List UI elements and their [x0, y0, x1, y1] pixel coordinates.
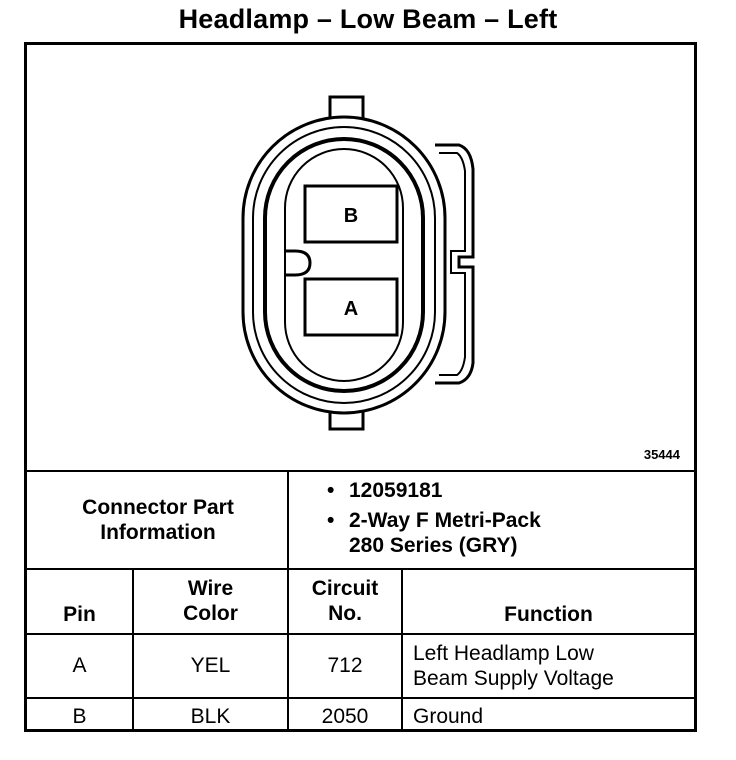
page-title: Headlamp – Low Beam – Left: [178, 4, 558, 34]
figure-number: 35444: [643, 447, 680, 462]
row-a-circuit: 712: [327, 654, 363, 677]
connector-info-list: [323, 478, 683, 558]
connector-sheet: [24, 42, 697, 732]
row-a-pin: A: [72, 654, 87, 677]
divider-info: [27, 568, 694, 570]
connector-info-label: Connector Part Information: [82, 496, 234, 544]
divider-diagram: [27, 470, 694, 472]
divider-header: [27, 633, 694, 635]
header-circuit-no: Circuit No.: [311, 577, 379, 625]
divider-col-circuit: [401, 568, 403, 732]
divider-row-a: [27, 697, 694, 699]
pin-label-a: A: [343, 298, 359, 320]
row-b-function: Ground: [413, 705, 484, 728]
row-b-wire-color: BLK: [190, 705, 231, 728]
connector-part-number: • 12059181: [327, 479, 443, 502]
header-pin: Pin: [63, 603, 96, 626]
row-b-circuit: 2050: [321, 705, 369, 728]
connector-face-diagram: [27, 45, 694, 470]
header-function: Function: [504, 603, 593, 626]
row-a-wire-color: YEL: [190, 654, 231, 677]
row-b-pin: B: [72, 705, 87, 728]
connector-type: • 2-Way F Metri-Pack 280 Series (GRY): [327, 509, 541, 557]
polarizing-key: [286, 251, 310, 275]
row-a-function: Left Headlamp Low Beam Supply Voltage: [413, 642, 614, 690]
header-wire-color: Wire Color: [183, 577, 238, 625]
pin-label-b: B: [343, 205, 359, 227]
